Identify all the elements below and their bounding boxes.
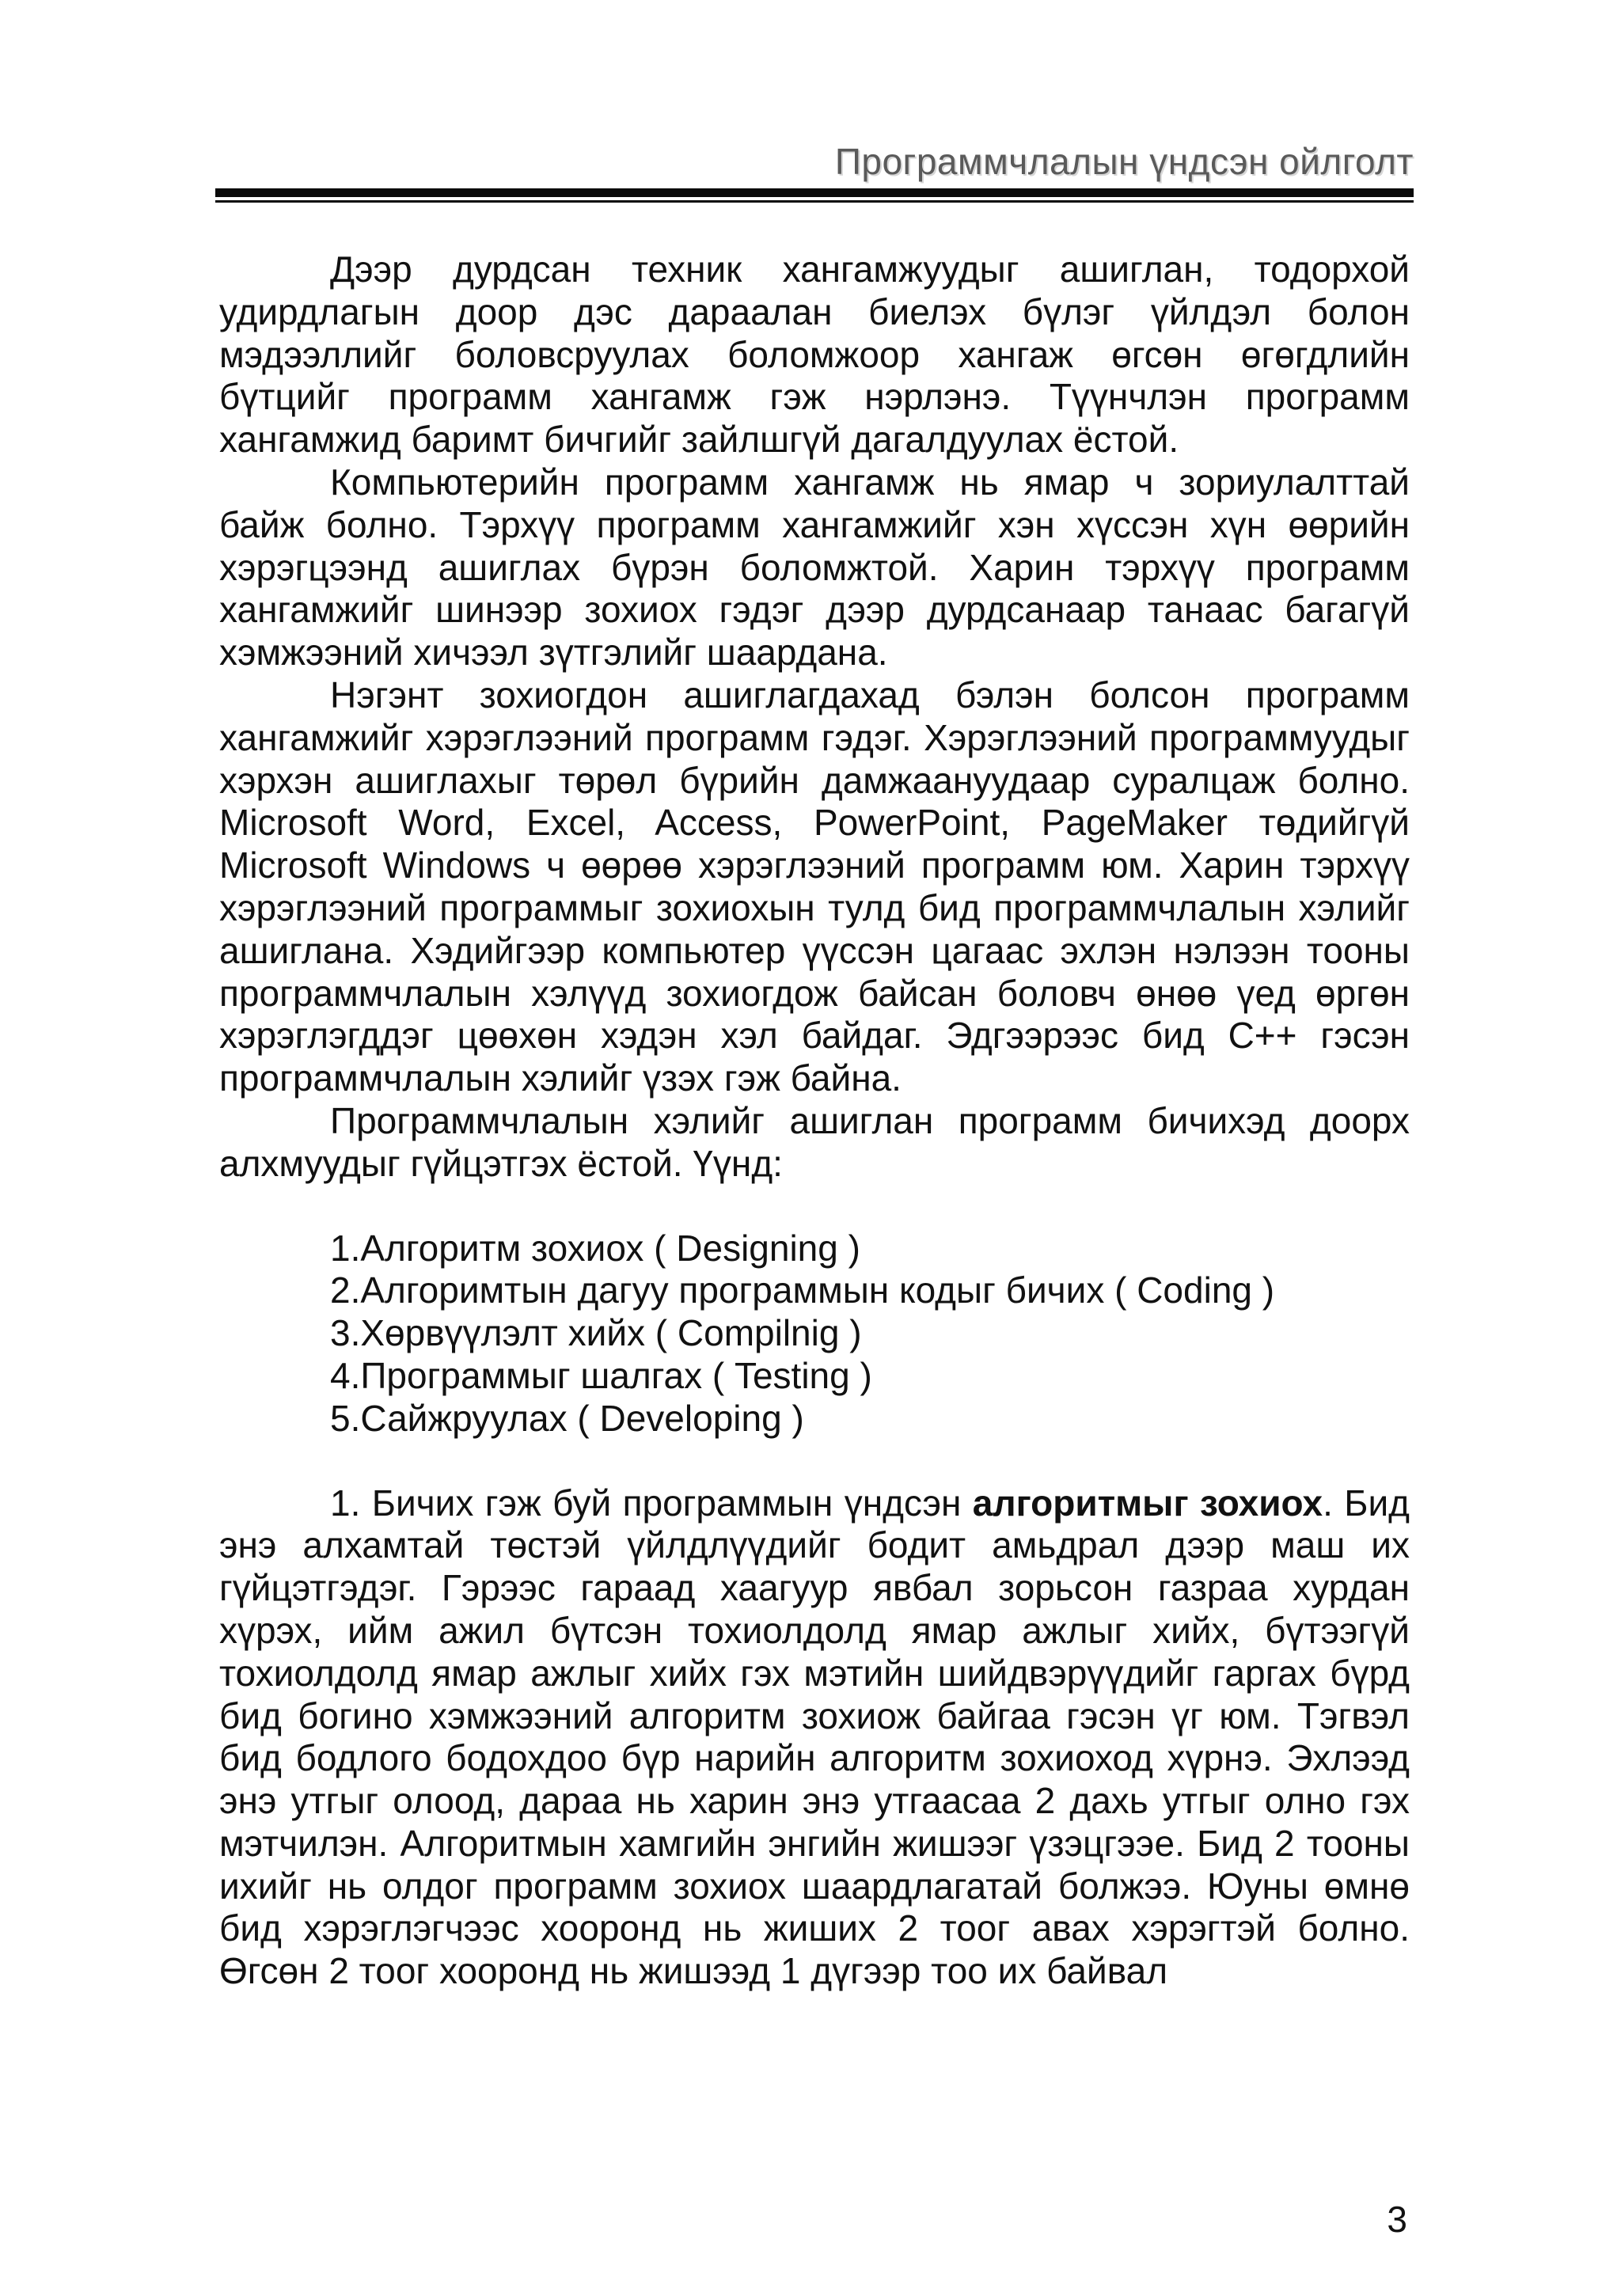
bold-term: алгоритмыг зохиох [972,1482,1323,1524]
paragraph-rest-text: . Бид энэ алхамтай төстэй үйлдлүүдийг бодит амьдрал дээр маш их гүйцэтгэдэг. Гэрээс гараад хаагуур явбал зорьсон газраа хурдан хүрэх, ийм ажил бүтсэн тохиолдолд ямар ажлыг хийх, бүтээгүй тохиолдолд ямар ажлыг хийх гэх мэтийн шийдвэрүүдийг гаргах бүрд бид богино хэмжээний алгоритм зохиож байгаа гэсэн үг юм. Тэгвэл бид бодлого бодохдоо бүр нарийн алгоритм зохиоход хүрнэ. Эхлээд энэ утгыг олоод, дараа нь харин энэ утгаасаа 2 дахь утгыг олно гэх мэтчилэн. Алгоритмын хамгийн энгийн жишээг үзэцгээе. Бид 2 тооны ихийг нь олдог программ зохиох шаардлагатай болжээ. Юуны өмнө бид хэрэглэгчээс хооронд нь жиших 2 тоог авах хэрэгтэй болно. Өгсөн 2 тоог хооронд нь жишээд 1 дүгээр тоо их байвал [219,1482,1410,1992]
running-header-title: Программчлалын үндсэн ойлголт [834,141,1414,182]
paragraph-steps-intro: Программчлалын хэлийг ашиглан программ бичихэд доорх алхмуудыг гүйцэтгэх ёстой. Үүнд: [219,1099,1410,1184]
page-body [219,249,1410,1993]
header-rule-thick [215,188,1414,197]
paragraph-algorithm-design [219,1482,1410,1994]
list-item: 3.Хөрвүүлэлт хийх ( Compilnig ) [330,1312,862,1354]
steps-list [219,1228,1410,1440]
page-number: 3 [1387,2199,1407,2240]
paragraph-software-definition: Дээр дурдсан техник хангамжуудыг ашиглан, тодорхой удирдлагын доор дэс дараалан биелэх бүлэг үйлдэл болон мэдээллийг боловсруулах боломжоор хангаж өгсөн өгөгдлийн бүтцийг программ хангамж гэж нэрлэнэ. Түүнчлэн программ хангамжид баримт бичгийг зайлшгүй дагалдуулах ёстой. [219,249,1410,461]
list-item: 4.Программыг шалгах ( Testing ) [330,1354,872,1396]
header-rule-thin [215,200,1414,203]
list-item: 1.Алгоритм зохиох ( Designing ) [330,1227,860,1269]
list-item: 2.Алгоримтын дагуу программын кодыг бичих ( Coding ) [330,1269,1275,1311]
paragraph-application-programs: Нэгэнт зохиогдон ашиглагдахад бэлэн болсон программ хангамжийг хэрэглээний программ гэдэг. Хэрэглээний программуудыг хэрхэн ашиглахыг төрөл бүрийн дамжаануудаар суралцаж болно. Microsoft Word, Excel, Access, PowerPoint, PageMaker төдийгүй Microsoft Windows ч өөрөө хэрэглээний программ юм. Харин тэрхүү хэрэглээний программыг зохиохын тулд бид программчлалын хэлийг ашиглана. Хэдийгээр компьютер үүссэн цагаас эхлэн нэлээн тооны программчлалын хэлүүд зохиогдож байсан боловч өнөө үед өргөн хэрэглэгддэг цөөхөн хэдэн хэл байдаг. Эдгээрээс бид C++ гэсэн программчлалын хэлийг үзэх гэж байна. [219,674,1410,1099]
paragraph-software-purpose: Компьютерийн программ хангамж нь ямар ч зориулалттай байж болно. Тэрхүү программ хангамжийг хэн хүссэн хүн өөрийн хэрэгцээнд ашиглах бүрэн боломжтой. Харин тэрхүү программ хангамжийг шинээр зохиох гэдэг дээр дурдсанаар танаас багагүй хэмжээний хичээл зүтгэлийг шаардана. [219,461,1410,674]
paragraph-lead-text: 1. Бичих гэж буй программын үндсэн [330,1482,973,1524]
list-item: 5.Сайжруулах ( Developing ) [330,1397,804,1439]
